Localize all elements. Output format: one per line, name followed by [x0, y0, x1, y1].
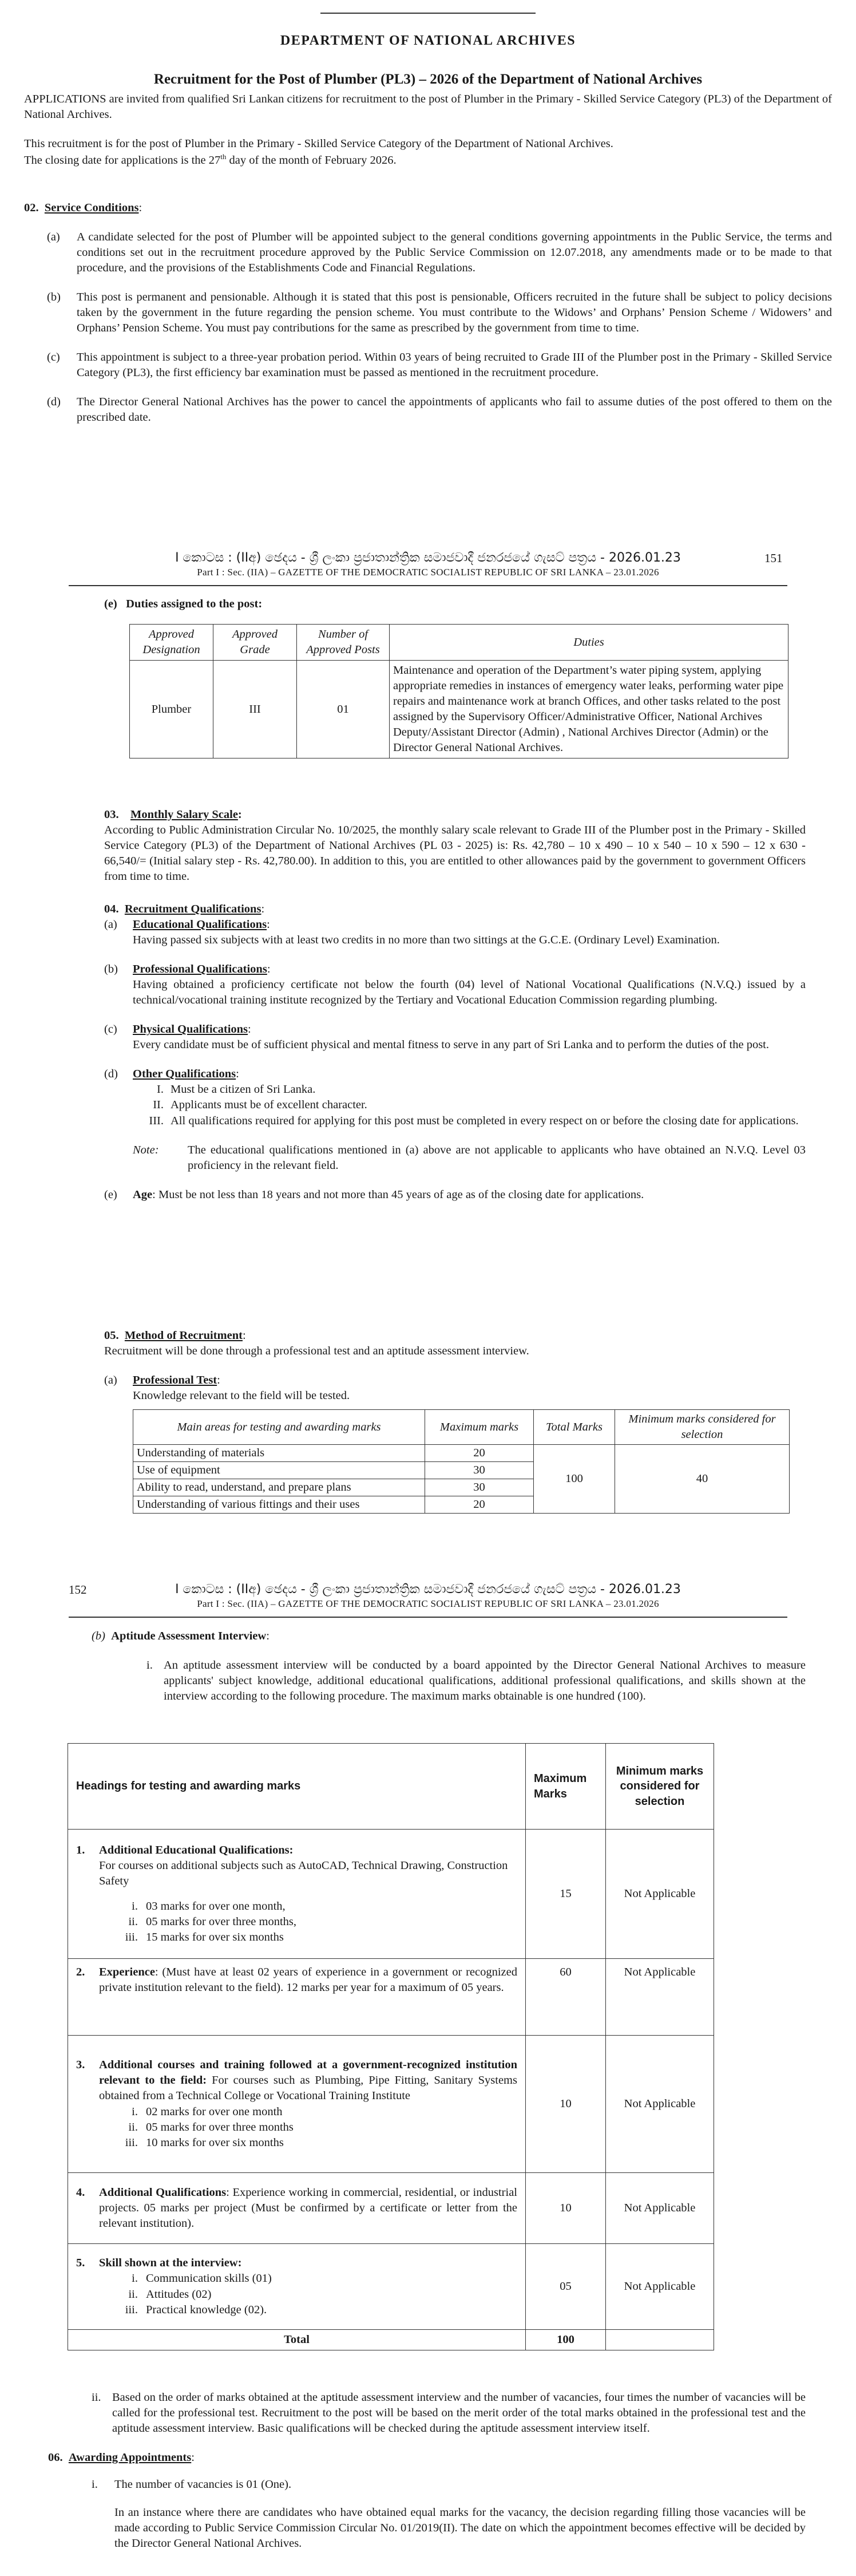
item-label: (a)	[104, 918, 117, 931]
item-text: 03 marks for over one month,	[146, 1899, 286, 1913]
note-label: Note:	[133, 1143, 159, 1156]
table-header-row	[130, 625, 788, 661]
table-cell: Understanding of various fittings and their uses	[133, 1496, 425, 1514]
column-header: Main areas for testing and awarding marks	[133, 1410, 425, 1445]
table-cell: 60	[526, 1959, 606, 2036]
qualification-d: (d) Other Qualifications: I. Must be a citizen of Sri Lanka. II. Applicants must be of excellent character. III. All qualifications required for applying for this post must be completed in every respect on or before the closing date for applications.	[104, 1066, 806, 1128]
item-number: i.	[132, 2105, 138, 2118]
table-cell	[68, 1959, 526, 2036]
row-title: Skill shown at the interview	[99, 2257, 238, 2270]
table-header-row	[68, 1744, 714, 1830]
section-title: Method of Recruitment	[124, 1329, 243, 1342]
item-text: The Director General National Archives has the power to cancel the appointments of applicants who fail to assume duties of the post offered to them on the prescribed date.	[77, 396, 832, 424]
appointments-paragraph: In an instance where there are candidates who have obtained equal marks for the vacancy, the decision regarding filling those vacancies will be made according to Public Service Commission Circular No. 01/2019(II). The date on which the appointment becomes effective will be decided by the Director General National Archives.	[114, 2506, 806, 2550]
item-number: i.	[146, 1659, 153, 1672]
qualification-c: (c) Physical Qualifications: Every candidate must be of sufficient physical and mental fitness to serve in any part of Sri Lanka and to perform the duties of the post.	[104, 1022, 806, 1053]
item-label: (c)	[104, 1023, 117, 1036]
table-cell: Not Applicable	[606, 2173, 714, 2244]
item-text: 02 marks for over one month	[146, 2105, 283, 2118]
item-number: ii.	[128, 2287, 138, 2301]
item-text: This post is permanent and pensionable. Although it is stated that this post is pensionable, Officers recruited in the future shall be subject to policy decisions taken by the government in the future regarding the pension scheme. You must contribute to the Widows’ and Orphans’ Pension Scheme / Widowers’ and Orphans’ Pension Scheme. You must pay contributions for the same as prescribed by the government from time to time.	[77, 291, 832, 335]
table-cell: III	[213, 661, 297, 758]
column-header: Total Marks	[534, 1410, 615, 1445]
salary-heading: 03. Monthly Salary Scale :	[104, 807, 806, 823]
gazette-sinhala-line: I කොටස : (IIඅ) ඡෙදය - ශ්‍රී ලංකා ප්‍රජාතාන්ත්‍රික සමාජවාදී ජනරජයේ ගැසට් පත්‍රය - 2026.01.23	[175, 1582, 681, 1597]
row-number: 4.	[76, 2186, 85, 2199]
column-header: Maximum marks	[425, 1410, 534, 1445]
section-title: Monthly Salary Scale	[130, 808, 238, 821]
table-cell: Maintenance and operation of the Department’s water piping system, applying appropriate remedies in instances of emergency water leaks, performing water pipe repairs and maintenance work at branch Offices, and other tasks related to the post assigned by the Supervisory Officer/Administrative Officer, National Archives Deputy/Assistant Director (Admin) , National Archives Director (Admin) or the Director General National Archives.	[390, 661, 788, 758]
qualification-b: (b) Professional Qualifications: Having obtained a proficiency certificate not below the fourth (04) level of National Vocational Qualifications (N.V.Q.) issued by a technical/vocational training institute recognized by the Tertiary and Vocational Education Commission regarding plumbing.	[104, 962, 806, 1008]
duties-section	[104, 596, 791, 612]
item-text: An aptitude assessment interview will be conducted by a board appointed by the Director General National Archives to measure applicants' subject knowledge, additional educational qualifications, additional professional qualifications, and skills shown at the interview according to the following procedure. The maximum marks obtainable is one hundred (100).	[164, 1659, 806, 1703]
other-qualification-item	[138, 1113, 806, 1129]
table-cell: 10	[526, 2173, 606, 2244]
section-number: 04.	[104, 903, 119, 915]
item-text: 10 marks for over six months	[146, 2136, 284, 2149]
item-number: iii.	[125, 2136, 138, 2149]
gazette-rule	[69, 1617, 787, 1618]
total-value: 100	[526, 2330, 606, 2350]
method-section	[104, 1328, 806, 1404]
intro-paragraph-1: APPLICATIONS are invited from qualified Sri Lankan citizens for recruitment to the post of Plumber in the Primary - Skilled Service Category (PL3) of the Department of National Archives.	[24, 93, 832, 121]
appointments-i	[92, 2477, 806, 2492]
aptitude-i	[146, 1658, 806, 1704]
condition-a	[47, 230, 832, 276]
page-title: Recruitment for the Post of Plumber (PL3) – 2026 of the Department of National Archives	[153, 71, 703, 87]
section-title: Service Conditions	[44, 202, 139, 214]
aptitude-title: Aptitude Assessment Interview	[111, 1630, 267, 1642]
page-number: 152	[69, 1583, 87, 1597]
item-text: 15 marks for over six months	[146, 1930, 284, 1943]
item-text: 05 marks for over three months,	[146, 1915, 297, 1928]
condition-c	[47, 350, 832, 381]
item-text: This appointment is subject to a three-year probation period. Within 03 years of being recruited to Grade III of the Plumber post in the Primary - Skilled Service Category (PL3), the first efficiency bar examination must be passed as mentioned in the recruitment procedure.	[77, 351, 832, 380]
item-number: i.	[132, 1899, 138, 1913]
item-text: Knowledge relevant to the field will be tested.	[133, 1389, 350, 1402]
column-header: Approved Designation	[130, 625, 213, 661]
table-cell: 05	[526, 2244, 606, 2330]
duties-title: Duties assigned to the post:	[126, 598, 263, 610]
row-sublist	[116, 1899, 517, 1945]
table-cell	[68, 2036, 526, 2173]
closing-date-text: The closing date for applications is the 27	[24, 153, 221, 167]
document-header	[0, 32, 856, 89]
aptitude-section	[92, 1629, 806, 1704]
table-cell: 5. Skill shown at the interview : i. Communication skills (01) ii. Attitudes (02) iii. Practical knowledge (02).	[68, 2244, 526, 2330]
total-row	[68, 2330, 714, 2350]
table-cell: Plumber	[130, 661, 213, 758]
row-number: 2.	[76, 1966, 85, 1978]
professional-test-table	[133, 1409, 790, 1514]
row-text: For courses on additional subjects such as AutoCAD, Technical Drawing, Construction Safety	[99, 1859, 508, 1888]
row-title: Additional courses and training followed at a government-recognized institution relevant to the field:	[99, 2059, 517, 2087]
item-number: I.	[157, 1083, 164, 1096]
condition-b	[47, 290, 832, 336]
item-label: (b)	[92, 1630, 105, 1642]
gazette-sinhala-line: I කොටස : (IIඅ) ඡෙදය - ශ්‍රී ලංකා ප්‍රජාතාන්ත්‍රික සමාජවාදී ජනරජයේ ගැසට් පත්‍රය - 2026.01.23	[175, 551, 681, 565]
qualification-a: (a) Educational Qualifications: Having passed six subjects with at least two credits in no more than two sittings at the G.C.E. (Ordinary Level) Examination.	[104, 917, 806, 948]
gazette-header-152	[0, 1581, 856, 1610]
row-title: Additional Educational Qualifications	[99, 1844, 290, 1857]
table-row	[68, 2244, 714, 2330]
row-text: : Experience working in commercial, residential, or industrial projects. 05 marks per project (Must be confirmed by a certificate or letter from the relevant institution).	[99, 2186, 517, 2230]
table-row	[68, 2036, 714, 2173]
table-cell: Not Applicable	[606, 1959, 714, 2036]
row-title: Experience	[99, 1966, 155, 1978]
empty-cell	[606, 2330, 714, 2350]
item-text: The number of vacancies is 01 (One).	[114, 2478, 292, 2491]
item-title: Educational Qualifications	[133, 918, 267, 931]
item-title: Other Qualifications	[133, 1068, 236, 1081]
section-number: 05.	[104, 1329, 119, 1342]
table-cell: 20	[425, 1496, 534, 1514]
item-label: (d)	[47, 396, 61, 409]
page-number: 151	[764, 551, 783, 565]
column-header: Minimum marks considered for selection	[615, 1410, 790, 1445]
table-cell: Ability to read, understand, and prepare plans	[133, 1479, 425, 1496]
section-number: 03.	[104, 808, 119, 821]
column-header: Maximum Marks	[526, 1744, 606, 1830]
item-label: (a)	[47, 231, 60, 244]
table-row	[130, 661, 788, 758]
item-label: (d)	[104, 1068, 118, 1081]
item-text: Attitudes (02)	[146, 2287, 212, 2301]
duties-table	[129, 624, 788, 758]
aptitude-heading: (b) Aptitude Assessment Interview:	[92, 1630, 270, 1642]
table-cell: 15	[526, 1830, 606, 1959]
minimum-marks-cell: 40	[615, 1445, 790, 1514]
note-text: The educational qualifications mentioned in (a) above are not applicable to applicants who have obtained an N.V.Q. Level 03 proficiency in the relevant field.	[188, 1143, 806, 1172]
gazette-english-line: Part I : Sec. (IIA) – GAZETTE OF THE DEMOCRATIC SOCIALIST REPUBLIC OF SRI LANKA – 23.01.2026	[197, 567, 659, 578]
item-title: Professional Test	[133, 1374, 217, 1387]
item-text: Having passed six subjects with at least two credits in no more than two sittings at the G.C.E. (Ordinary Level) Examination.	[133, 934, 720, 947]
item-number: III.	[149, 1114, 164, 1127]
qualification-e	[104, 1187, 806, 1203]
item-text: Communication skills (01)	[146, 2272, 272, 2285]
table-row	[68, 1830, 714, 1959]
qualifications-section	[104, 902, 806, 1203]
section-heading: 05. Method of Recruitment:	[104, 1329, 246, 1342]
table-cell: 20	[425, 1445, 534, 1462]
item-text: Based on the order of marks obtained at the aptitude assessment interview and the number of vacancies, four times the number of vacancies will be called for the professional test. Recruitment to the post will be based on the merit order of the total marks obtained in the professional test and the aptitude assessment interview. Basic qualifications will be checked during the aptitude assessment interview itself.	[112, 2391, 806, 2435]
duties-heading	[104, 596, 791, 612]
item-number: iii.	[125, 2303, 138, 2316]
condition-d	[47, 394, 832, 425]
table-cell: 01	[297, 661, 390, 758]
table-cell: Understanding of materials	[133, 1445, 425, 1462]
item-number: ii.	[128, 1915, 138, 1928]
section-title: Recruitment Qualifications	[124, 903, 261, 915]
table-row	[68, 1959, 714, 2036]
total-label: Total	[68, 2330, 526, 2350]
top-rule	[320, 13, 536, 14]
item-number: ii.	[92, 2391, 101, 2404]
item-number: iii.	[125, 1930, 138, 1943]
column-header: Duties	[390, 625, 788, 661]
table-header-row	[133, 1410, 790, 1445]
item-title: Age	[133, 1188, 153, 1201]
salary-text: According to Public Administration Circular No. 10/2025, the monthly salary scale relevant to Grade III of the Plumber post in the Primary - Skilled Service Category (PL3) of the Department of National Archives (PL 03 - 2025) is: Rs. 42,780 – 10 x 490 – 10 x 540 – 10 x 590 – 12 x 630 - 66,540/= (Initial salary step - Rs. 42,780.00). In addition to this, you are entitled to other allowances paid by the government to government Officers from time to time.	[104, 824, 806, 883]
row-sublist	[116, 2104, 517, 2151]
table-row	[133, 1445, 790, 1462]
item-text: Applicants must be of excellent character.	[171, 1099, 367, 1112]
table-cell: Not Applicable	[606, 2244, 714, 2330]
section-number: 06.	[48, 2451, 63, 2464]
department-heading: DEPARTMENT OF NATIONAL ARCHIVES	[280, 33, 576, 48]
item-text: Having obtained a proficiency certificate not below the fourth (04) level of National Vocational Qualifications (N.V.Q.) issued by a technical/vocational training institute recognized by the Tertiary and Vocational Education Commission regarding plumbing.	[133, 978, 806, 1007]
column-header: Headings for testing and awarding marks	[68, 1744, 526, 1830]
table-row	[68, 2173, 714, 2244]
row-number: 3.	[76, 2059, 85, 2072]
section-title: Awarding Appointments	[68, 2451, 192, 2464]
table-cell: 1. Additional Educational Qualifications : For courses on additional subjects such as AutoCAD, Technical Drawing, Construction Safety i. 03 marks for over one month, ii. 05 marks for over three months, iii. 15 marks for over six months	[68, 1830, 526, 1959]
table-cell: Use of equipment	[133, 1462, 425, 1479]
item-number: ii.	[128, 2120, 138, 2134]
item-text: Every candidate must be of sufficient physical and mental fitness to serve in any part of Sri Lanka and to perform the duties of the post.	[133, 1038, 770, 1052]
table-cell: 30	[425, 1462, 534, 1479]
salary-section	[104, 807, 806, 884]
row-text: For courses such as Plumbing, Pipe Fitting, Sanitary Systems obtained from a Technical College or Vocational Training Institute	[99, 2074, 517, 2103]
item-title: Professional Qualifications	[133, 963, 267, 976]
item-text: Practical knowledge (02).	[146, 2303, 267, 2316]
row-title: Additional Qualifications	[99, 2186, 227, 2199]
gazette-rule	[69, 585, 787, 586]
total-marks-cell: 100	[534, 1445, 615, 1514]
column-header: Number of Approved Posts	[297, 625, 390, 661]
table-cell	[68, 2173, 526, 2244]
intro-paragraph-2a: This recruitment is for the post of Plumber in the Primary - Skilled Service Category of the Department of National Archives.	[24, 137, 613, 151]
row-text: : (Must have at least 02 years of experience in a government or recognized private institution relevant to the field). 12 marks per year for a maximum of 05 years.	[99, 1966, 517, 1994]
item-label: (e)	[104, 598, 117, 610]
column-header: Minimum marks considered for selection	[606, 1744, 714, 1830]
item-number: II.	[153, 1099, 164, 1112]
other-qualification-item	[138, 1082, 806, 1097]
item-text: Must be a citizen of Sri Lanka.	[171, 1083, 316, 1096]
intro-paragraph-2b	[24, 152, 832, 168]
item-label: (b)	[47, 291, 61, 304]
gazette-header-151	[0, 550, 856, 579]
item-text: 05 marks for over three months	[146, 2120, 294, 2134]
other-qualification-item	[138, 1097, 806, 1113]
service-conditions-section	[24, 200, 832, 426]
section-heading: 04. Recruitment Qualifications:	[104, 903, 265, 915]
aptitude-table	[68, 1743, 714, 2350]
item-label: (a)	[104, 1374, 117, 1387]
row-sublist	[116, 2271, 517, 2317]
section-heading: 06. Awarding Appointments:	[48, 2451, 195, 2464]
item-label: (e)	[104, 1188, 117, 1201]
column-header: Approved Grade	[213, 625, 297, 661]
appointments-section	[48, 2450, 806, 2551]
item-text: A candidate selected for the post of Plumber will be appointed subject to the general conditions governing appointments in the Public Service, the terms and conditions set out in the recruitment procedure approved by the Public Service Commission on 12.07.2018, any amendments made or to be made to that procedure, and the provisions of the Establishments Code and Financial Regulations.	[77, 231, 832, 275]
item-number: i.	[132, 2272, 138, 2285]
aptitude-ii	[92, 2390, 806, 2436]
section-number: 02.	[24, 202, 39, 214]
item-label: (c)	[47, 351, 60, 364]
row-number: 1.	[76, 1844, 85, 1857]
table-cell: Not Applicable	[606, 1830, 714, 1959]
professional-test: (a) Professional Test: Knowledge relevant to the field will be tested.	[104, 1373, 806, 1404]
item-label: (b)	[104, 963, 118, 976]
table-cell: Not Applicable	[606, 2036, 714, 2173]
item-title: Physical Qualifications	[133, 1023, 248, 1036]
row-number: 5.	[76, 2257, 85, 2270]
table-cell: 30	[425, 1479, 534, 1496]
closing-date-month: day of the month of February 2026.	[226, 153, 397, 167]
item-text: All qualifications required for applying for this post must be completed in every respect on or before the closing date for applications.	[171, 1114, 799, 1127]
item-number: i.	[92, 2478, 98, 2491]
section-heading: 02. Service Conditions:	[24, 202, 142, 214]
item-text: : Must be not less than 18 years and not more than 45 years of age as of the closing date for applications.	[152, 1188, 644, 1201]
table-cell: 10	[526, 2036, 606, 2173]
intro	[24, 92, 832, 168]
method-text: Recruitment will be done through a professional test and an aptitude assessment interview.	[104, 1345, 529, 1358]
gazette-english-line: Part I : Sec. (IIA) – GAZETTE OF THE DEMOCRATIC SOCIALIST REPUBLIC OF SRI LANKA – 23.01.2026	[197, 1598, 659, 1610]
note	[133, 1143, 806, 1174]
ordinal-suffix: th	[220, 152, 227, 161]
